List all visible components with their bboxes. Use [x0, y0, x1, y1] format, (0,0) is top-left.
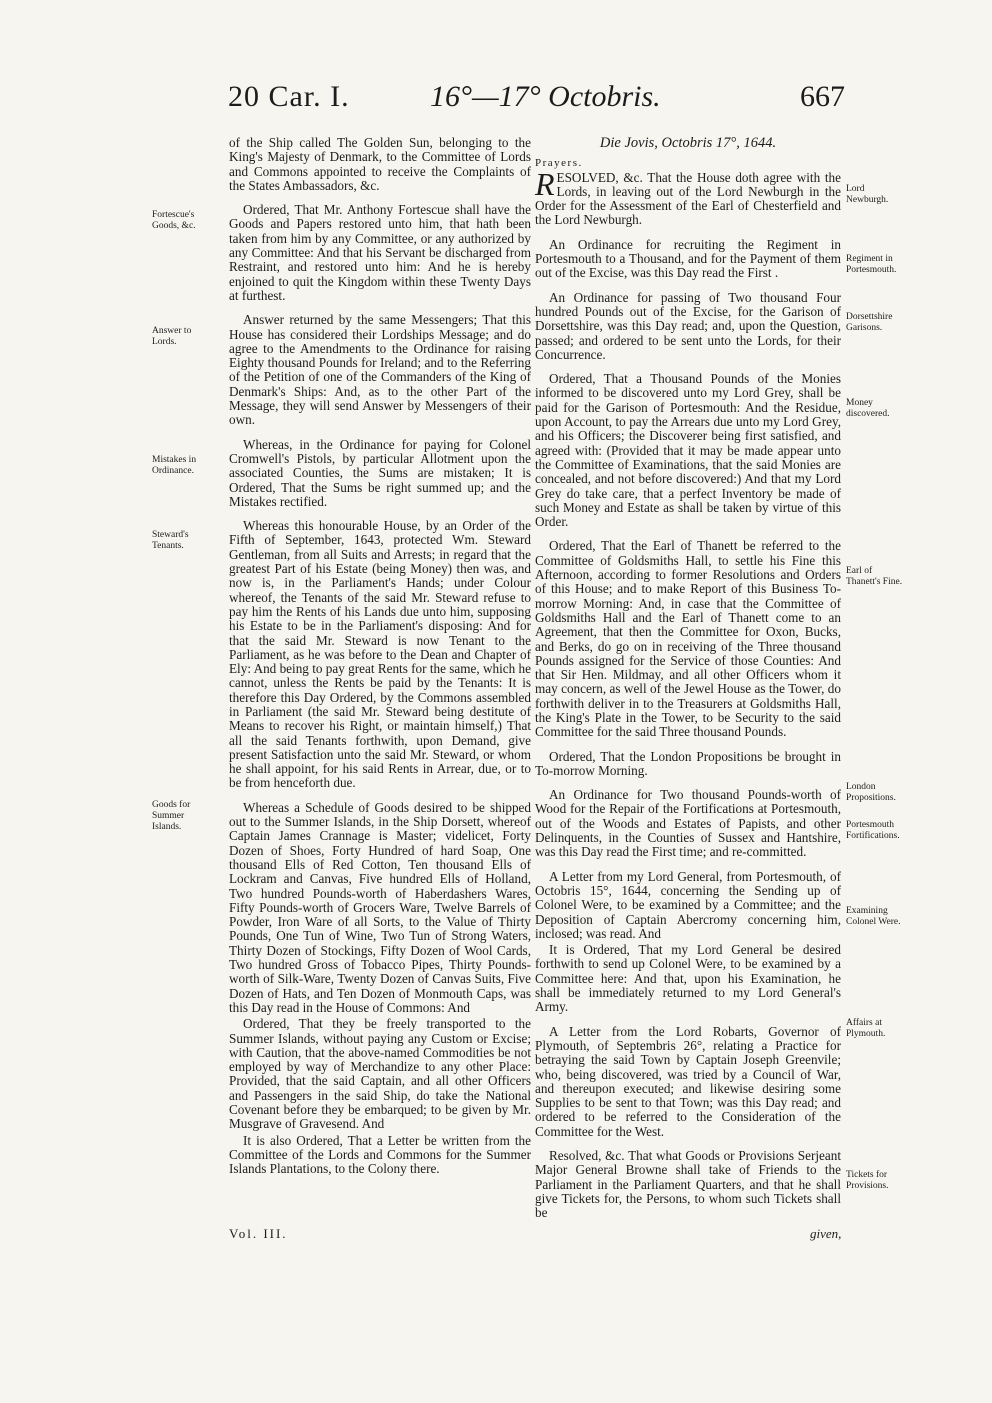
paragraph: RESOLVED, &c. That the House doth agree with the Lords, in leaving out of the Lord Newburgh in the Order for the Assessment of the Earl of Chesterfield and the Lord Newburgh. — [535, 165, 841, 228]
paragraph: Ordered, That they be freely transported to the Summer Islands, without paying any Custom or Excise; with Caution, that the above-named Commodities be not employed by way of Merchandize to any other Place: Provided, that the said Captain, and all other Officers and Passengers in the said Ship, do take the National Covenant before they be embarqued; to be given by Mr. Musgrave of Gravesend. And — [229, 1016, 531, 1132]
margin-note: Lord Newburgh. — [846, 184, 889, 205]
paragraph: Resolved, &c. That what Goods or Provisions Serjeant Major General Browne shall take of Friends to the Parliament in the Parliament Quarters, and that he shall give Tickets for, the Persons, to whom such Tickets shall be — [535, 1148, 841, 1221]
paragraph: An Ordinance for recruiting the Regiment in Portesmouth to a Thousand, and for the Payment of them out of the Excise, was this Day read the First . — [535, 236, 841, 281]
paragraph: An Ordinance for Two thousand Pounds-worth of Wood for the Repair of the Fortifications at Portesmouth, out of the Woods and Estates of Papists, and other Delinquents, in the Counties of Sussex and Hantshire, was this Day read the First time; and re-committed. — [535, 787, 841, 860]
paragraph: An Ordinance for passing of Two thousand Four hundred Pounds out of the Excise, for the Garison of Dorsettshire, was this Day read; and, upon the Question, passed; and ordered to be sent unto the Lords, for their Concurrence. — [535, 289, 841, 362]
margin-note: Goods for Summer Islands. — [152, 800, 191, 832]
margin-note: Examining Colonel Were. — [846, 906, 901, 927]
margin-note: Money discovered. — [846, 398, 890, 419]
paragraph: A Letter from the Lord Robarts, Governor of Plymouth, of Septembris 26°, relating a Practice for betraying the said Town by Captain Joseph Greenvile; who, being discovered, was tried by a Council of War, and thereupon executed; and likewise desiring some Supplies to be sent to that Town; was this Day read; and ordered to be referred to the Consideration of the Committee for the West. — [535, 1023, 841, 1139]
paragraph: Ordered, That the Earl of Thanett be referred to the Committee of Goldsmiths Hall, to settle his Fine this Afternoon, according to former Resolutions and Orders of this House; and to make Report of this Business To-morrow Morning: And, in case that the Committee of Goldsmiths Hall and the Earl of Thanett come to an Agreement, that then the Committee for Oxon, Bucks, and Berks, do go on in receiving of the Three thousand Pounds assigned for the Service of those Counties: And that Sir Hen. Mildmay, and all other Officers whom it may concern, as well of the Jewel House as the Tower, do forthwith deliver in to the Treasurers at Goldsmiths Hall, the King's Plate in the Tower, to be Security to the said Committee for the said Three thousand Pounds. — [535, 538, 841, 740]
paragraph: of the Ship called The Golden Sun, belonging to the King's Majesty of Denmark, to the Committee of Lords and Commons appointed to receive the Complaints of the States Ambassadors, &c. — [229, 135, 531, 193]
paragraph: Ordered, That the London Propositions be brought in To-morrow Morning. — [535, 748, 841, 778]
margin-note: Tickets for Provisions. — [846, 1170, 889, 1191]
margin-note: Steward's Tenants. — [152, 530, 189, 551]
day-heading: Die Jovis, Octobris 17°, 1644. — [599, 135, 777, 151]
running-header — [0, 80, 992, 130]
paragraph: A Letter from my Lord General, from Portesmouth, of Octobris 15°, 1644, concerning the Sending up of Colonel Were, to be examined by a Committee; and the Deposition of Captain Abercromy concerning him, inclosed; was read. And — [535, 868, 841, 941]
left-column — [229, 136, 531, 1186]
margin-note: Portesmouth Fortifications. — [846, 820, 900, 841]
margin-note: Earl of Thanett's Fine. — [846, 566, 903, 587]
paragraph: It is Ordered, That my Lord General be desired forthwith to send up Colonel Were, to be examined by a Committee here: And that, upon his Examination, he shall be immediately returned to my Lord General's Army. — [535, 942, 841, 1015]
paragraph: Answer returned by the same Messengers; That this House has considered their Lordships Message; and do agree to the Amendments to the Ordinance for raising Eighty thousand Pounds for Ireland; and to the Referring of the Petition of one of the Commanders of the King of Denmark's Ships: And, as to the other Part of the Message, they will send Answer by Messengers of their own. — [229, 312, 531, 428]
paragraph: Whereas a Schedule of Goods desired to be shipped out to the Summer Islands, in the Ship Dorsett, whereof Captain James Crannage is Master; videlicet, Forty Dozen of Shoes, Forty Hundred of hard Soap, One thousand Ells of Red Cotton, Ten thousand Ells of Lockram and Canvas, Five hundred Ells of Holland, Two hundred Pounds-worth of Haberdashers Wares, Fifty Pounds-worth of Grocers Ware, Twelve Barrels of Powder, Iron Ware of all Sorts, to the Value of Thirty Pounds, One Tun of Wine, Two Tun of Strong Waters, Thirty Dozen of Stockings, Fifty Dozen of Wool Cards, Two hundred Gross of Tobacco Pipes, Thirty Pounds-worth of Silk-Ware, Twenty Dozen of Canvas Suits, Five Dozen of Hats, and Ten Dozen of Monmouth Caps, was this Day read in the House of Commons: And — [229, 799, 531, 1015]
right-column — [535, 136, 841, 1230]
paragraph: Whereas this honourable House, by an Order of the Fifth of September, 1643, protected Wm. Steward Gentleman, from all Suits and Arrests; in regard that the greatest Part of his Estate (being Money) then was, and now is, in the Parliament's Hands; under Colour whereof, the Tenants of the said Mr. Steward refuse to pay him the Rents of his Lands due unto him, supposing his Estate to be in the Parliament's disposing: And for that the said Mr. Steward is now Tenant to the Parliament, as he was before to the Dean and Chapter of Ely: And being to pay great Rents for the same, which he cannot, unless the Rents be paid by the Tenants: It is therefore this Day Ordered, by the Commons assembled in Parliament (the said Mr. Steward being destitute of Means to recover his Right, or maintain himself,) That all the said Tenants forthwith, upon Demand, give present Satisfaction unto the said Mr. Steward, or whom he shall appoint, for his said Rents in Arrear, due, or to be from henceforth due. — [229, 518, 531, 791]
margin-note: Mistakes in Ordinance. — [152, 455, 197, 476]
paragraph: Whereas, in the Ordinance for paying for Colonel Cromwell's Pistols, by particular Allotment upon the associated Counties, the Sums are mistaken; It is Ordered, That the Sums be right summed up; and the Mistakes rectified. — [229, 436, 531, 509]
margin-note: London Propositions. — [846, 782, 896, 803]
paragraph: Ordered, That a Thousand Pounds of the Monies informed to be discovered unto my Lord Grey, shall be paid for the Garison of Portesmouth: And the Residue, upon Account, to pay the Arrears due unto my Lord Grey, and his Officers; the Discoverer being first satisfied, and agreed with: (Provided that it may be made appear unto the Committee of Examinations, that the said Monies are concealed, and not before discovered:) And that my Lord Grey do take care, that a perfect Inventory be made of such Money and Estate as shall be taken by virtue of this Order. — [535, 371, 841, 530]
regnal-year: 20 Car. I. — [228, 80, 350, 113]
paragraph: It is also Ordered, That a Letter be written from the Committee of the Lords and Commons for the Summer Islands Plantations, to the Colony there. — [229, 1132, 531, 1177]
paragraph: Ordered, That Mr. Anthony Fortescue shall have the Goods and Papers restored unto him, that hath been taken from him by any Committee, or any authorized by any Committee: And that his Servant be discharged from Restraint, and restored unto him: And he is hereby enjoined to quit the Kingdom within these Twenty Days at furthest. — [229, 202, 531, 303]
prayers-heading: Prayers. — [535, 157, 583, 170]
margin-note: Answer to Lords. — [152, 326, 192, 347]
margin-note: Affairs at Plymouth. — [846, 1018, 886, 1039]
drop-capital: R — [535, 165, 555, 202]
catchword: given, — [810, 1226, 842, 1241]
page-number: 667 — [800, 80, 845, 113]
margin-note: Regiment in Portesmouth. — [846, 254, 897, 275]
margin-note: Fortescue's Goods, &c. — [152, 210, 196, 231]
volume-signature: Vol. III. — [229, 1226, 288, 1241]
margin-note: Dorsettshire Garisons. — [846, 312, 893, 333]
date-range: 16°—17° Octobris. — [430, 80, 661, 113]
